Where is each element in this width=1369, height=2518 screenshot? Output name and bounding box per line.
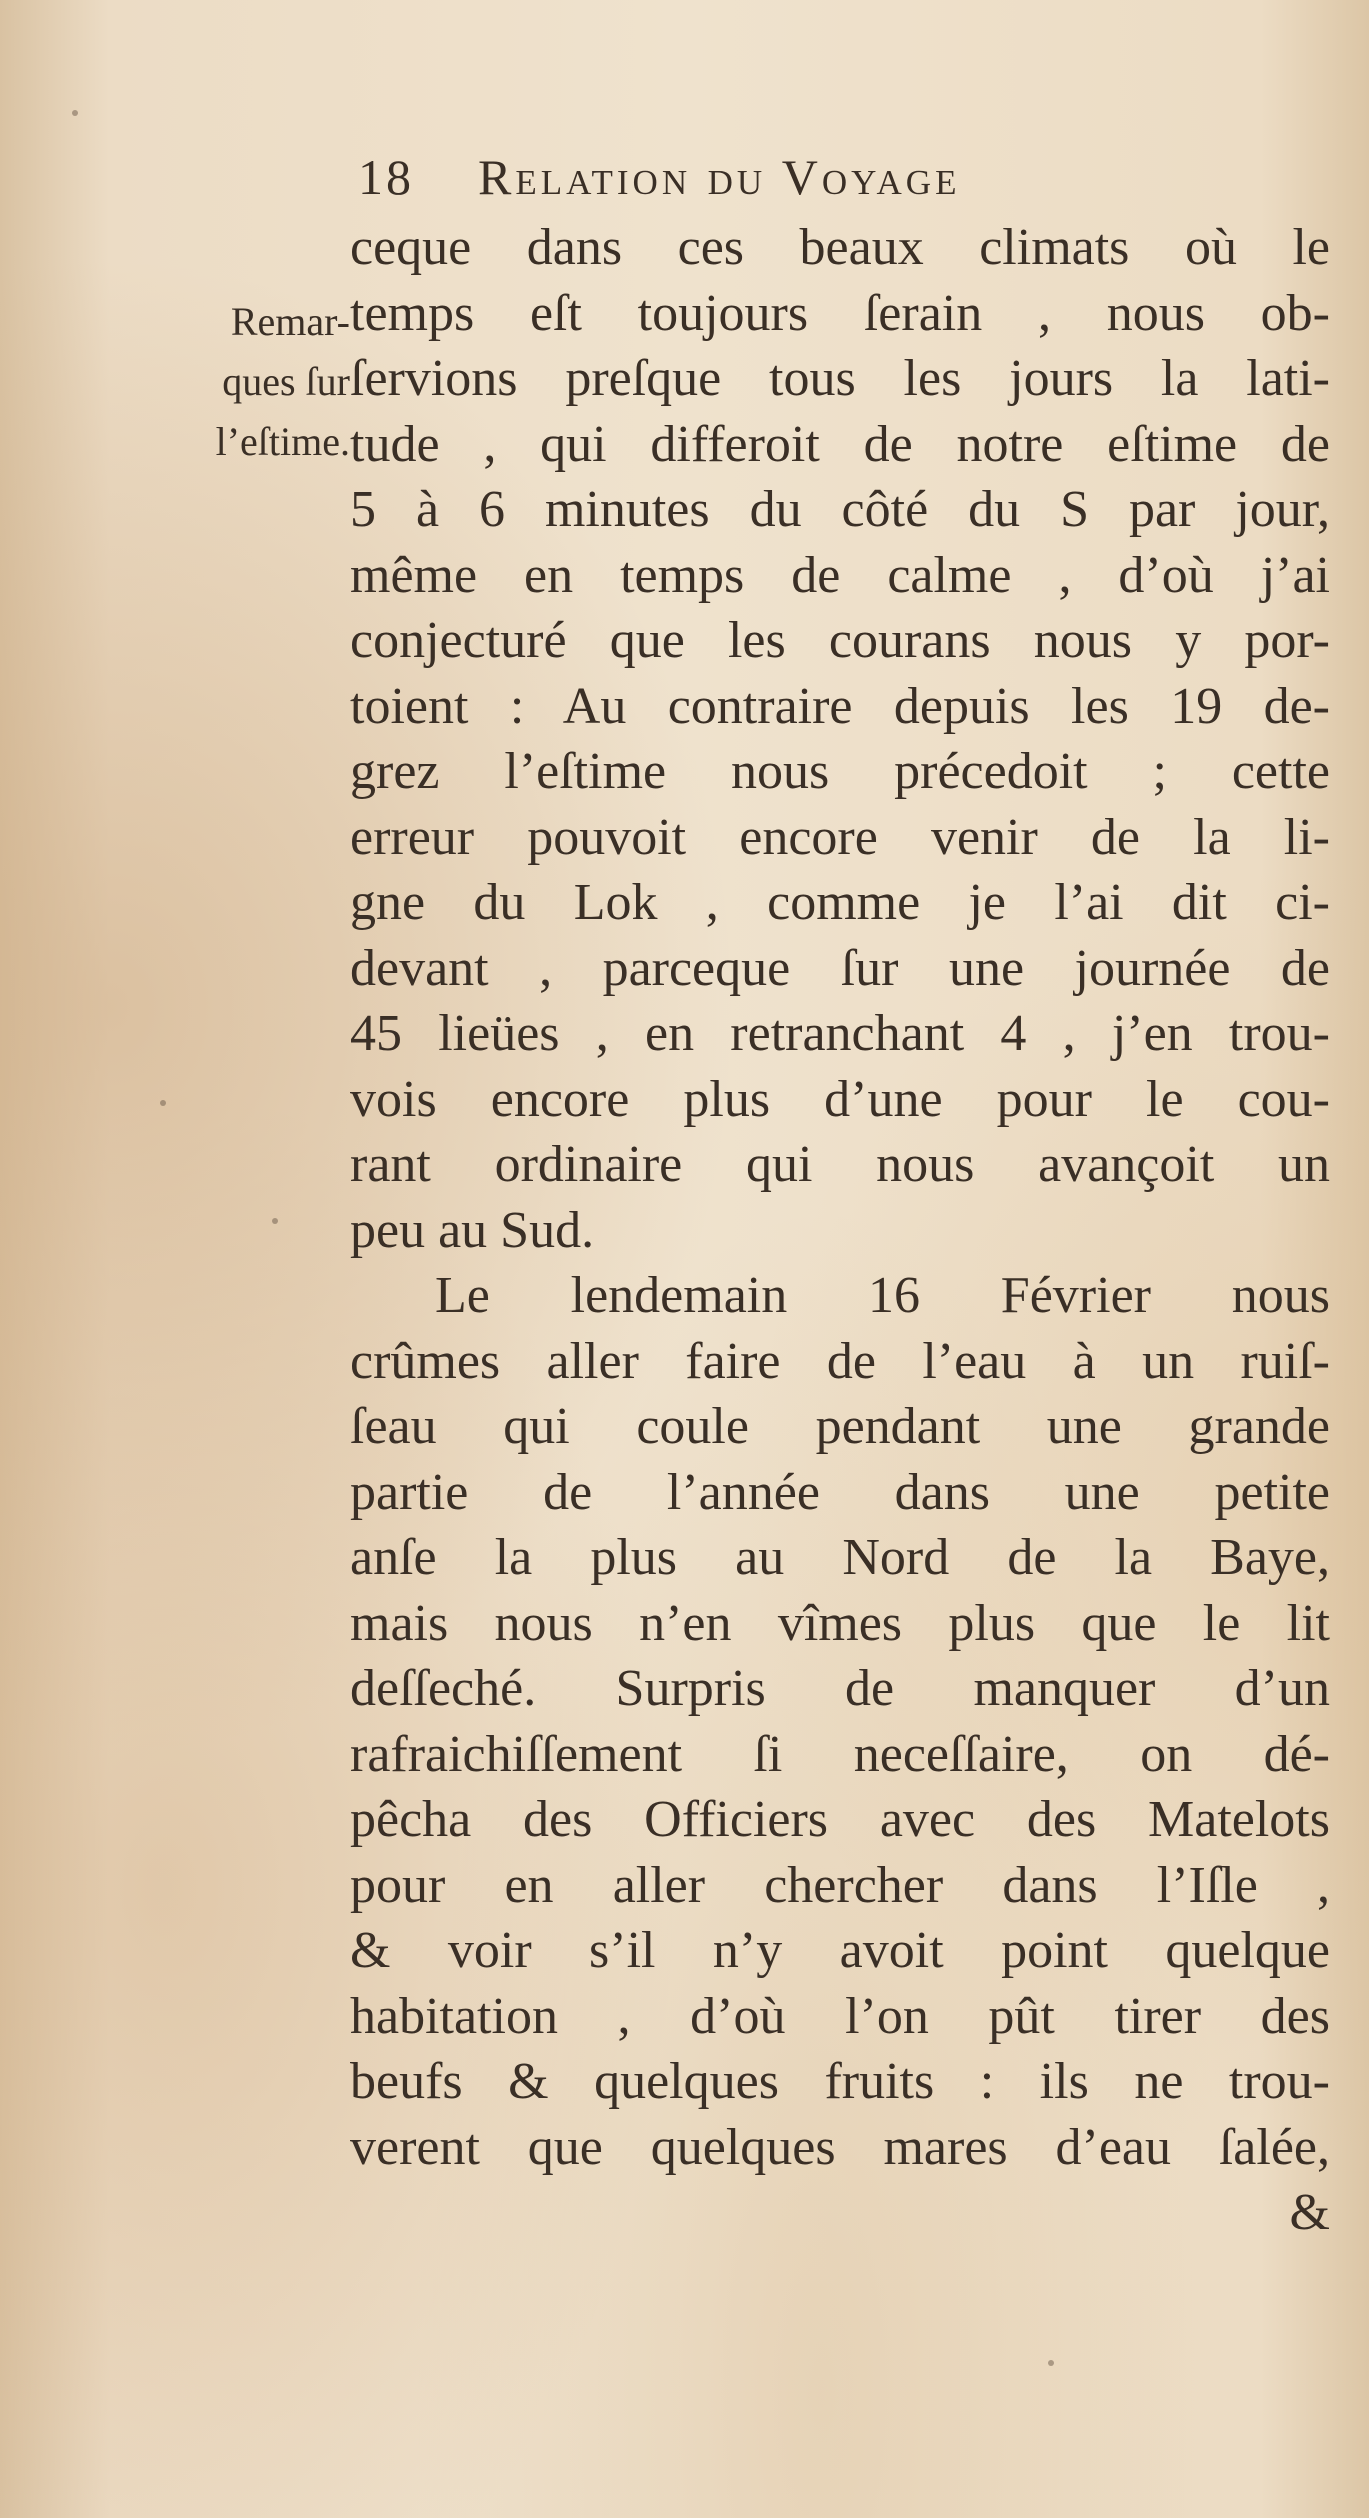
text-line: ceque dans ces beaux climats où le <box>350 219 1330 276</box>
margin-note-line: l’eſtime. <box>215 419 350 464</box>
page-number: 18 <box>358 149 414 205</box>
text-line: mais nous n’en vîmes plus que le lit <box>350 1594 1330 1652</box>
text-line: erreur pouvoit encore venir de la li- <box>350 808 1330 866</box>
text-line: anſe la plus au Nord de la Baye, <box>350 1529 1330 1586</box>
text-line: grez l’eſtime nous précedoit ; cette <box>350 743 1330 800</box>
text-line: beufs & quelques fruits : ils ne trou- <box>350 2053 1330 2110</box>
text-line: & voir s’il n’y avoit point quelque <box>350 1922 1330 1979</box>
paper-speck <box>72 110 78 116</box>
text-line: partie de l’année dans une petite <box>350 1463 1330 1521</box>
text-line: pour en aller chercher dans l’Iſle , <box>350 1856 1330 1914</box>
text-line: verent que quelques mares d’eau ſalée, <box>350 2118 1330 2176</box>
text-line: vois encore plus d’une pour le cou- <box>350 1070 1330 1128</box>
text-line: ſeau qui coule pendant une grande <box>350 1398 1330 1455</box>
text-line: peu au Sud. <box>350 1201 595 1259</box>
text-line: rant ordinaire qui nous avançoit un <box>350 1136 1330 1193</box>
text-line: ſervions preſque tous les jours la lati- <box>350 350 1330 407</box>
margin-note-line: Remar- <box>230 299 350 344</box>
text-line: tude , qui differoit de notre eſtime de <box>350 415 1330 473</box>
text-line: habitation , d’où l’on pût tirer des <box>350 1987 1330 2045</box>
text-line: toient : Au contraire depuis les 19 de- <box>350 677 1330 735</box>
paper-speck <box>1048 2360 1054 2366</box>
catchword: & <box>1289 2184 1330 2241</box>
text-line: 45 lieües , en retranchant 4 , j’en trou- <box>350 1005 1330 1062</box>
paragraph-first-line: Le lendemain 16 Février nous <box>435 1267 1330 1324</box>
text-line: temps eſt toujours ſerain , nous ob- <box>350 284 1330 342</box>
text-line: même en temps de calme , d’où j’ai <box>350 546 1330 604</box>
text-line: devant , parceque ſur une journée de <box>350 939 1330 997</box>
text-line: deſſeché. Surpris de manquer d’un <box>350 1660 1330 1717</box>
body-text <box>350 215 1330 2246</box>
text-line: pêcha des Officiers avec des Matelots <box>350 1791 1330 1848</box>
text-line: gne du Lok , comme je l’ai dit ci- <box>350 874 1330 931</box>
page-header <box>358 148 1258 206</box>
text-line: conjecturé que les courans nous y por- <box>350 612 1330 669</box>
margin-note <box>170 292 350 472</box>
text-line: 5 à 6 minutes du côté du S par jour, <box>350 481 1330 538</box>
paper-speck <box>272 1218 278 1224</box>
text-line: crûmes aller faire de l’eau à un ruiſ- <box>350 1332 1330 1390</box>
text-line: rafraichiſſement ſi neceſſaire, on dé- <box>350 1725 1330 1783</box>
margin-note-line: ques ſur <box>222 359 350 404</box>
paper-speck <box>160 1100 166 1106</box>
running-title: Relation du Voyage <box>478 149 961 205</box>
